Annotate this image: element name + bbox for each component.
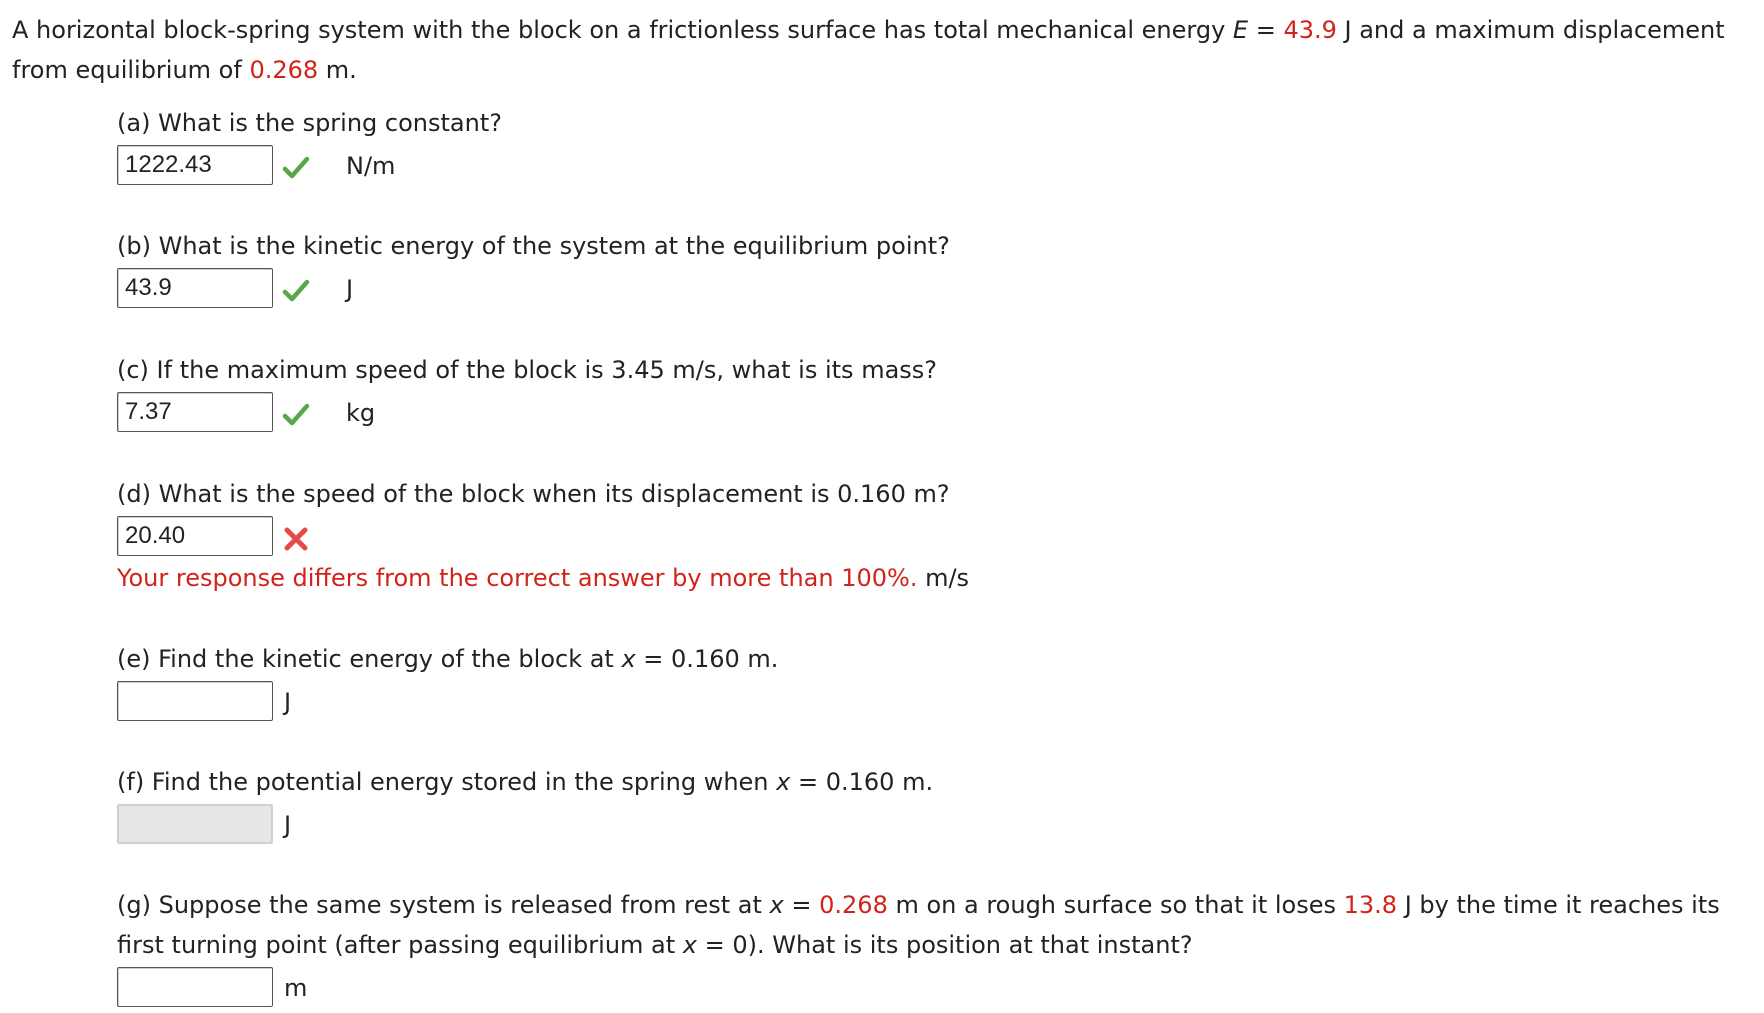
feedback-row (117, 558, 969, 598)
part-g (117, 885, 1757, 1009)
part-e (117, 639, 778, 723)
answer-input-a[interactable] (117, 145, 273, 185)
intro-text: J and a maximum displacement from equilibrium of (12, 16, 1725, 84)
checkmark-icon (282, 278, 310, 304)
unit-label: kg (346, 399, 376, 427)
unit-label: m (284, 974, 308, 1002)
unit-label: m/s (925, 564, 970, 592)
answer-input-d[interactable] (117, 516, 273, 556)
part-d (117, 474, 969, 598)
answer-input-f (117, 804, 273, 844)
error-feedback: Your response differs from the correct answer by more than 100%. (117, 564, 918, 592)
question-text: (g) Suppose the same system is released from rest at x = 0.268 m on a rough surface so that it loses 13.8 J by the time it reaches its first turning point (after passing equilibrium at x = 0). What is its position at that instant? (117, 891, 1720, 959)
answer-input-e[interactable] (117, 681, 273, 721)
position-value: 0.268 (819, 891, 888, 919)
question-text: (a) What is the spring constant? (117, 109, 502, 137)
problem-statement (12, 10, 1752, 90)
part-c (117, 350, 937, 434)
question-text: (e) Find the kinetic energy of the block at x = 0.160 m. (117, 645, 779, 673)
part-f (117, 762, 933, 846)
question-text: (f) Find the potential energy stored in the spring when x = 0.160 m. (117, 768, 934, 796)
unit-label: J (346, 275, 354, 303)
energy-value: 43.9 (1283, 16, 1337, 44)
answer-input-b[interactable] (117, 268, 273, 308)
part-b (117, 226, 950, 310)
checkmark-icon (282, 155, 310, 181)
answer-input-g[interactable] (117, 967, 273, 1007)
answer-input-c[interactable] (117, 392, 273, 432)
question-text: (d) What is the speed of the block when its displacement is 0.160 m? (117, 480, 950, 508)
unit-label: J (284, 688, 292, 716)
question-text: (c) If the maximum speed of the block is 3.45 m/s, what is its mass? (117, 356, 938, 384)
x-mark-icon (282, 526, 310, 552)
checkmark-icon (282, 402, 310, 428)
energy-variable: E (1232, 16, 1249, 44)
unit-label: J (284, 811, 292, 839)
energy-loss-value: 13.8 (1343, 891, 1398, 919)
part-a (117, 103, 502, 187)
intro-text: = (1248, 16, 1284, 44)
unit-label: N/m (346, 152, 396, 180)
intro-text: m. (318, 56, 357, 84)
displacement-value: 0.268 (249, 56, 319, 84)
intro-text: A horizontal block-spring system with the block on a frictionless surface has total mechanical energy (12, 16, 1233, 44)
question-text: (b) What is the kinetic energy of the system at the equilibrium point? (117, 232, 950, 260)
